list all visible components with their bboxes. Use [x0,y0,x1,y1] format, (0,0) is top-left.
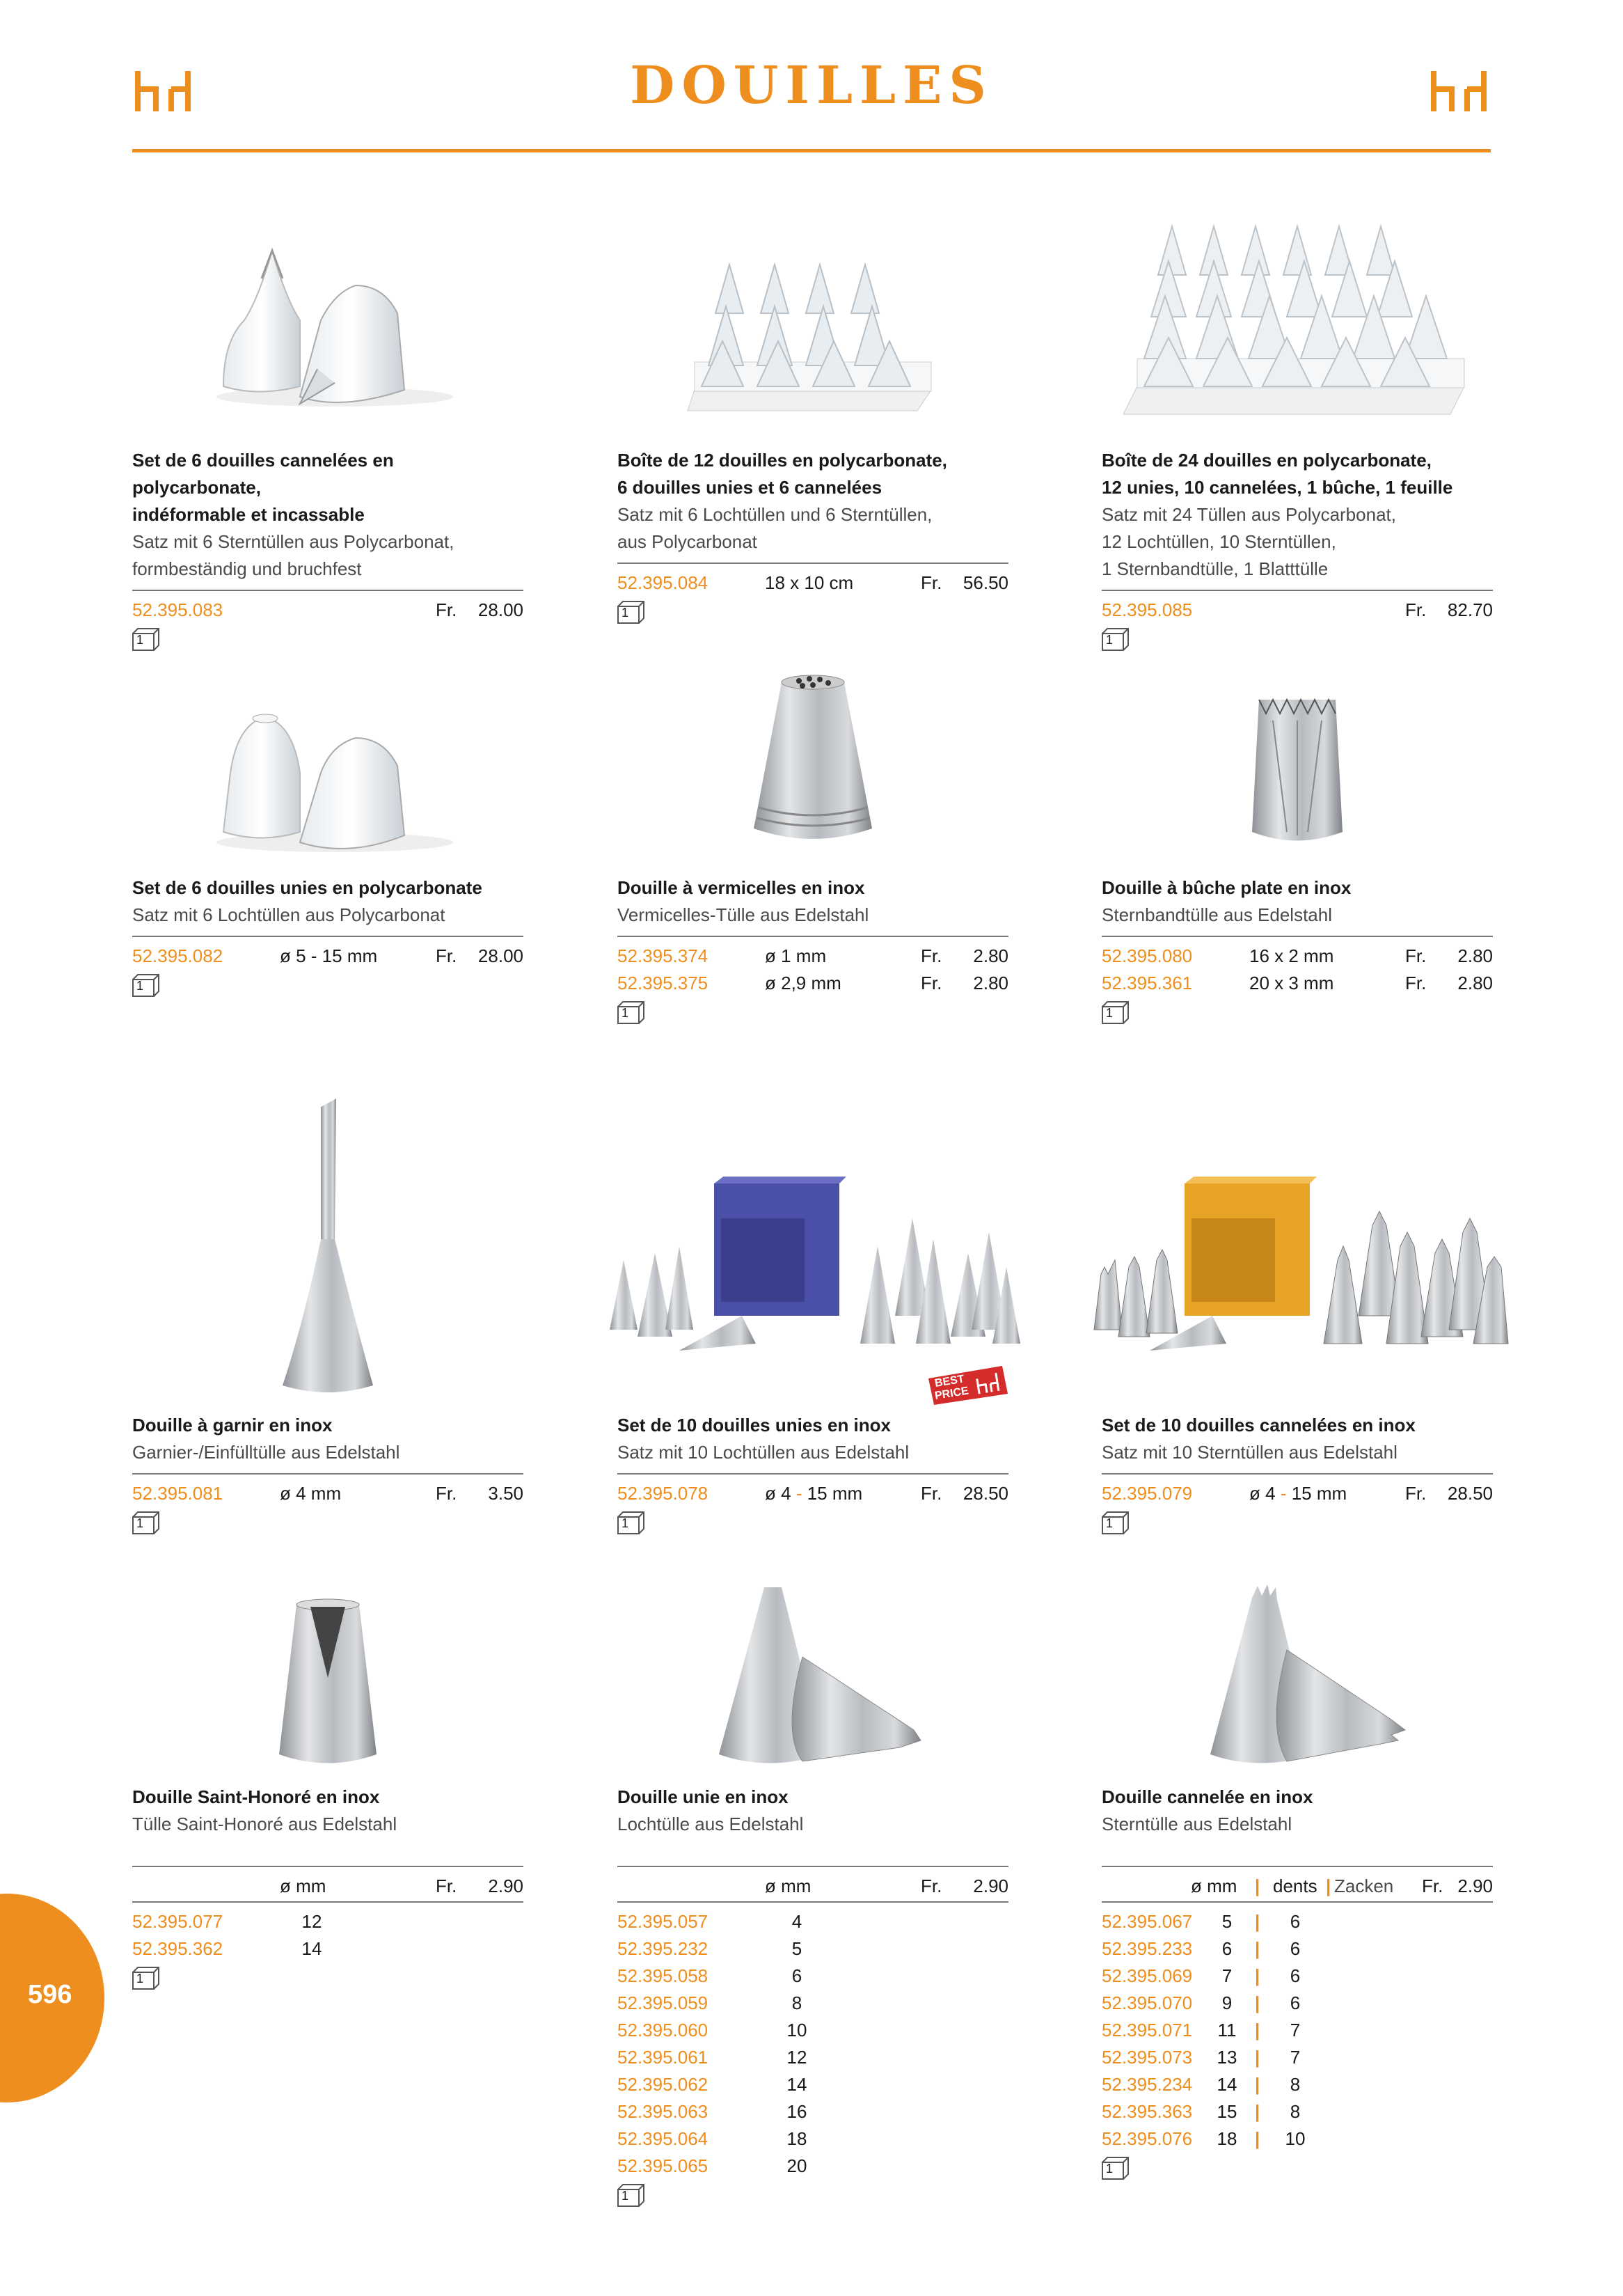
diameter-value: 16 [786,2101,807,2122]
dimension: 16 x 2 mm [1249,945,1334,966]
product-title: Set de 10 douilles cannelées en inox [1102,1415,1416,1436]
product-title: Set de 6 douilles unies en polycarbonate [132,877,482,898]
packaging-unit [617,601,645,624]
diameter-value: 12 [786,2047,807,2068]
product-subtitle: Tülle Saint-Honoré aus Edelstahl [132,1814,397,1834]
packaging-qty: 1 [622,1516,629,1530]
column-header-teeth-de: Zacken [1334,1876,1394,1896]
packaging-qty: 1 [136,1516,144,1530]
svg-text:BEST: BEST [933,1373,965,1390]
product-subtitle: Satz mit 10 Lochtüllen aus Edelstahl [617,1442,910,1463]
divider [617,1901,1008,1903]
log-tip-image [1245,693,1349,860]
product-subtitle: Satz mit 6 Lochtüllen aus Polycarbonat [132,904,445,925]
column-header-diameter: ø mm [1191,1876,1237,1896]
packaging-qty: 1 [622,1006,629,1020]
article-number[interactable]: 52.395.083 [132,599,223,620]
product-title: Douille à bûche plate en inox [1102,877,1352,898]
article-number[interactable]: 52.395.069 [1102,1965,1193,1986]
table-row [617,1963,1008,1990]
plain-tip-image [698,1580,928,1782]
product-subtitle: Satz mit 10 Sterntüllen aus Edelstahl [1102,1442,1398,1463]
column-separator: | [1255,1938,1260,1959]
divider [132,590,523,591]
product-image [1102,219,1493,421]
packaging-qty: 1 [136,633,144,647]
price-row [1102,970,1493,997]
saint-honore-tip-image [272,1594,383,1775]
price-row [132,597,523,624]
packaging-unit [617,1001,645,1025]
product-title: Set de 6 douilles cannelées en polycarbonate, [132,450,394,498]
polycarbonate-plain-tips-image [196,696,460,856]
price: 3.50 [488,1483,523,1504]
product-subtitle: Garnier-/Einfülltülle aus Edelstahl [132,1442,400,1463]
polycarbonate-star-tips-image [196,237,460,418]
price-row [1102,1480,1493,1507]
packaging-unit [132,628,160,652]
price-row [132,1480,523,1507]
column-header-diameter: ø mm [765,1876,812,1896]
article-number[interactable]: 52.395.064 [617,2128,708,2149]
diameter-value: 5 [791,1938,802,1959]
teeth-value: 6 [1290,1911,1301,1932]
best-price-badge [926,1365,1009,1406]
product-card [617,1784,1008,2211]
product-subtitle: Satz mit 6 Lochtüllen und 6 Sterntüllen, [617,504,933,525]
steel-star-tip-set-image [1087,1177,1512,1385]
column-separator: | [1326,1876,1331,1896]
dimension: ø 4 mm [280,1483,342,1504]
diameter-value: 15 [1217,2101,1237,2122]
article-number[interactable]: 52.395.058 [617,1965,708,1986]
dim-max: 15 mm [807,1483,863,1504]
table-row [1102,1990,1493,2017]
product-subtitle: Vermicelles-Tülle aus Edelstahl [617,904,869,925]
teeth-value: 7 [1290,2047,1301,2068]
divider [617,563,1008,564]
teeth-value: 8 [1290,2101,1301,2122]
article-number[interactable]: 52.395.233 [1102,1938,1193,1959]
article-number[interactable]: 52.395.082 [132,945,223,966]
packaging-unit [132,1967,160,1990]
column-header-diameter: ø mm [280,1876,326,1896]
price: 28.50 [963,1483,1008,1504]
divider [1102,1866,1493,1867]
dim-max: 15 mm [1291,1483,1347,1504]
table-row [617,2017,1008,2044]
currency-label: Fr. [921,1483,942,1504]
product-subtitle: 1 Sternbandtülle, 1 Blatttülle [1102,558,1329,579]
packaging-qty: 1 [1106,633,1114,647]
price: 82.70 [1447,599,1493,620]
steel-plain-tip-set-image [603,1177,1027,1385]
diameter-value: 18 [786,2128,807,2149]
teeth-value: 8 [1290,2074,1301,2095]
product-title: indéformable et incassable [132,504,365,525]
teeth-value: 7 [1290,2020,1301,2041]
product-image [1102,693,1493,860]
price-row [132,943,523,970]
table-row [1102,1908,1493,1935]
dimension: ø 2,9 mm [765,973,841,993]
article-number[interactable]: 52.395.081 [132,1483,223,1504]
divider [1102,1473,1493,1475]
table-row [1102,1935,1493,1963]
packaging-qty: 1 [1106,1516,1114,1530]
table-header [617,1873,1008,1900]
column-separator: | [1255,1876,1260,1896]
diameter-value: 11 [1217,2020,1237,2041]
table-row [617,2153,1008,2180]
dimension: 20 x 3 mm [1249,973,1334,993]
table-row [617,1908,1008,1935]
currency-label: Fr. [436,1876,457,1896]
currency-label: Fr. [1405,945,1427,966]
product-title: Douille à garnir en inox [132,1415,333,1436]
packaging-qty: 1 [622,606,629,620]
article-number[interactable]: 52.395.374 [617,945,708,966]
article-number[interactable]: 52.395.062 [617,2074,708,2095]
price: 2.80 [973,945,1008,966]
svg-text:PRICE: PRICE [933,1385,969,1402]
table-row [1102,2098,1493,2125]
table-row [617,2071,1008,2098]
currency-label: Fr. [921,572,942,593]
packaging-qty: 1 [1106,1006,1114,1020]
dim-min: ø 4 [1249,1483,1276,1504]
column-separator: | [1255,2074,1260,2095]
article-number[interactable]: 52.395.073 [1102,2047,1193,2068]
article-number[interactable]: 52.395.057 [617,1911,708,1932]
currency-label: Fr. [436,1483,457,1504]
currency-label: Fr. [1405,1483,1427,1504]
article-number[interactable]: 52.395.071 [1102,2020,1193,2041]
column-separator: | [1255,1992,1260,2013]
product-card [1102,447,1493,655]
filling-tip-image [272,1093,383,1399]
product-image [617,1580,1008,1782]
diameter-value: 14 [301,1938,322,1959]
diameter-value: 6 [791,1965,802,1986]
currency-label: Fr. [921,973,942,993]
dimension: ø 5 - 15 mm [280,945,378,966]
diameter-value: 6 [1221,1938,1233,1959]
currency-label: Fr. [1405,973,1427,993]
polycarbonate-24-box-image [1116,219,1478,421]
product-card [1102,1412,1493,1539]
polycarbonate-12-box-image [681,251,945,418]
product-image [617,668,1008,856]
product-title: Boîte de 12 douilles en polycarbonate, [617,450,947,471]
table-row [1102,1963,1493,1990]
table-row [617,2098,1008,2125]
article-number[interactable]: 52.395.059 [617,1992,708,2013]
price-row [617,970,1008,997]
header-rule [132,149,1491,152]
product-card [617,1412,1008,1539]
price: 2.90 [488,1876,523,1896]
product-subtitle: Sternbandtülle aus Edelstahl [1102,904,1333,925]
product-subtitle: Satz mit 24 Tüllen aus Polycarbonat, [1102,504,1396,525]
product-subtitle: formbeständig und bruchfest [132,558,362,579]
product-image [132,1594,523,1775]
best-price-icon [926,1365,1009,1406]
article-number[interactable]: 52.395.085 [1102,599,1193,620]
dim-separator: - [795,1483,802,1504]
product-image [132,1093,523,1399]
diameter-value: 13 [1217,2047,1237,2068]
product-card [1102,874,1493,1028]
article-number[interactable]: 52.395.234 [1102,2074,1193,2095]
currency-label: Fr. [921,1876,942,1896]
article-number[interactable]: 52.395.077 [132,1911,223,1932]
brand-logo-right [1428,68,1491,117]
column-separator: | [1255,1965,1260,1986]
product-card [617,447,1008,628]
packaging-qty: 1 [136,979,144,993]
table-row [132,1908,523,1935]
price-row [1102,597,1493,624]
table-row [617,1935,1008,1963]
product-subtitle: Lochtülle aus Edelstahl [617,1814,804,1834]
price-row [617,569,1008,597]
diameter-value: 18 [1217,2128,1237,2149]
table-row [617,2125,1008,2153]
price: 2.80 [1457,973,1493,993]
dim-separator: - [1280,1483,1287,1504]
product-title: Douille cannelée en inox [1102,1786,1313,1807]
packaging-unit [617,1511,645,1535]
product-title: Douille à vermicelles en inox [617,877,865,898]
divider [617,1473,1008,1475]
product-image [132,223,523,432]
product-title: Boîte de 24 douilles en polycarbonate, [1102,450,1432,471]
product-card [132,1412,523,1539]
article-number[interactable]: 52.395.080 [1102,945,1193,966]
table-row [1102,2071,1493,2098]
dimension [1249,1480,1347,1507]
article-number[interactable]: 52.395.061 [617,2047,708,2068]
product-card [132,874,523,1001]
product-image [132,689,523,863]
diameter-value: 7 [1221,1965,1233,1986]
divider [132,1866,523,1867]
diameter-value: 12 [301,1911,322,1932]
product-card [132,447,523,655]
dimension: ø 1 mm [765,945,827,966]
product-card [1102,1784,1493,2184]
diameter-value: 14 [786,2074,807,2095]
divider [617,936,1008,937]
product-title: 12 unies, 10 cannelées, 1 bûche, 1 feuille [1102,477,1453,498]
product-subtitle: Satz mit 6 Sterntüllen aus Polycarbonat, [132,531,454,552]
article-number[interactable]: 52.395.060 [617,2020,708,2041]
article-number[interactable]: 52.395.363 [1102,2101,1193,2122]
dimension: 18 x 10 cm [765,572,854,593]
divider [1102,1901,1493,1903]
table-row [617,2044,1008,2071]
product-title: 6 douilles unies et 6 cannelées [617,477,882,498]
packaging-qty: 1 [136,1972,144,1986]
packaging-unit [1102,2157,1130,2180]
diameter-value: 4 [791,1911,802,1932]
price-row [1102,943,1493,970]
column-separator: | [1255,2020,1260,2041]
price: 28.00 [477,945,523,966]
packaging-qty: 1 [622,2189,629,2203]
packaging-unit [132,1511,160,1535]
diameter-value: 8 [791,1992,802,2013]
diameter-value: 14 [1217,2074,1237,2095]
diameter-value: 5 [1221,1911,1233,1932]
page-number: 596 [28,1980,72,2009]
article-number[interactable]: 52.395.361 [1102,973,1193,993]
table-header [1102,1873,1493,1900]
divider [1102,936,1493,937]
price: 2.80 [973,973,1008,993]
article-number[interactable]: 52.395.232 [617,1938,708,1959]
product-title: Douille unie en inox [617,1786,789,1807]
packaging-unit [1102,1511,1130,1535]
teeth-value: 10 [1285,2128,1306,2149]
packaging-unit [132,974,160,998]
price: 56.50 [963,572,1008,593]
article-number[interactable]: 52.395.076 [1102,2128,1193,2149]
product-image [617,251,1008,418]
article-number[interactable]: 52.395.362 [132,1938,223,1959]
price: 2.90 [973,1876,1008,1896]
article-number[interactable]: 52.395.078 [617,1483,708,1504]
column-separator: | [1255,1911,1260,1932]
currency-label: Fr. [436,945,457,966]
price: 28.00 [477,599,523,620]
product-subtitle: Sterntülle aus Edelstahl [1102,1814,1292,1834]
page-title: DOUILLES [630,56,993,116]
vermicelli-tip-image [743,668,882,856]
teeth-value: 6 [1290,1992,1301,2013]
divider [132,936,523,937]
teeth-value: 6 [1290,1965,1301,1986]
table-header [132,1873,523,1900]
divider [1102,590,1493,591]
star-tip-image [1182,1580,1412,1782]
product-subtitle: aus Polycarbonat [617,531,757,552]
packaging-unit [1102,628,1130,652]
article-number[interactable]: 52.395.067 [1102,1911,1193,1932]
column-separator: | [1255,2128,1260,2149]
article-number[interactable]: 52.395.375 [617,973,708,993]
packaging-unit [1102,1001,1130,1025]
dim-min: ø 4 [765,1483,791,1504]
product-image [1087,1177,1512,1385]
price-row [617,1480,1008,1507]
price-row [617,943,1008,970]
article-number[interactable]: 52.395.079 [1102,1483,1193,1504]
currency-label: Fr. [1422,1876,1443,1896]
hd-logo-icon [1428,68,1491,117]
product-card [617,874,1008,1028]
column-separator: | [1255,2047,1260,2068]
diameter-value: 10 [786,2020,807,2041]
table-row [1102,2044,1493,2071]
table-row [1102,2017,1493,2044]
product-title: Set de 10 douilles unies en inox [617,1415,891,1436]
diameter-value: 20 [786,2155,807,2176]
divider [132,1473,523,1475]
packaging-unit [617,2184,645,2208]
product-title: Douille Saint-Honoré en inox [132,1786,380,1807]
price: 2.90 [1457,1876,1493,1896]
product-card [132,1784,523,1994]
price: 28.50 [1447,1483,1493,1504]
divider [132,1901,523,1903]
article-number[interactable]: 52.395.063 [617,2101,708,2122]
dimension [765,1480,862,1507]
currency-label: Fr. [436,599,457,620]
table-row [132,1935,523,1963]
product-image [603,1177,1027,1385]
table-row [617,1990,1008,2017]
article-number[interactable]: 52.395.065 [617,2155,708,2176]
price: 2.80 [1457,945,1493,966]
diameter-value: 9 [1221,1992,1233,2013]
teeth-value: 6 [1290,1938,1301,1959]
article-number[interactable]: 52.395.070 [1102,1992,1193,2013]
currency-label: Fr. [921,945,942,966]
table-row [1102,2125,1493,2153]
packaging-qty: 1 [1106,2162,1114,2176]
article-number[interactable]: 52.395.084 [617,572,708,593]
product-subtitle: 12 Lochtüllen, 10 Sterntüllen, [1102,531,1336,552]
divider [617,1866,1008,1867]
column-header-teeth-fr: dents [1273,1876,1317,1896]
currency-label: Fr. [1405,599,1427,620]
product-image [1102,1580,1493,1782]
column-separator: | [1255,2101,1260,2122]
